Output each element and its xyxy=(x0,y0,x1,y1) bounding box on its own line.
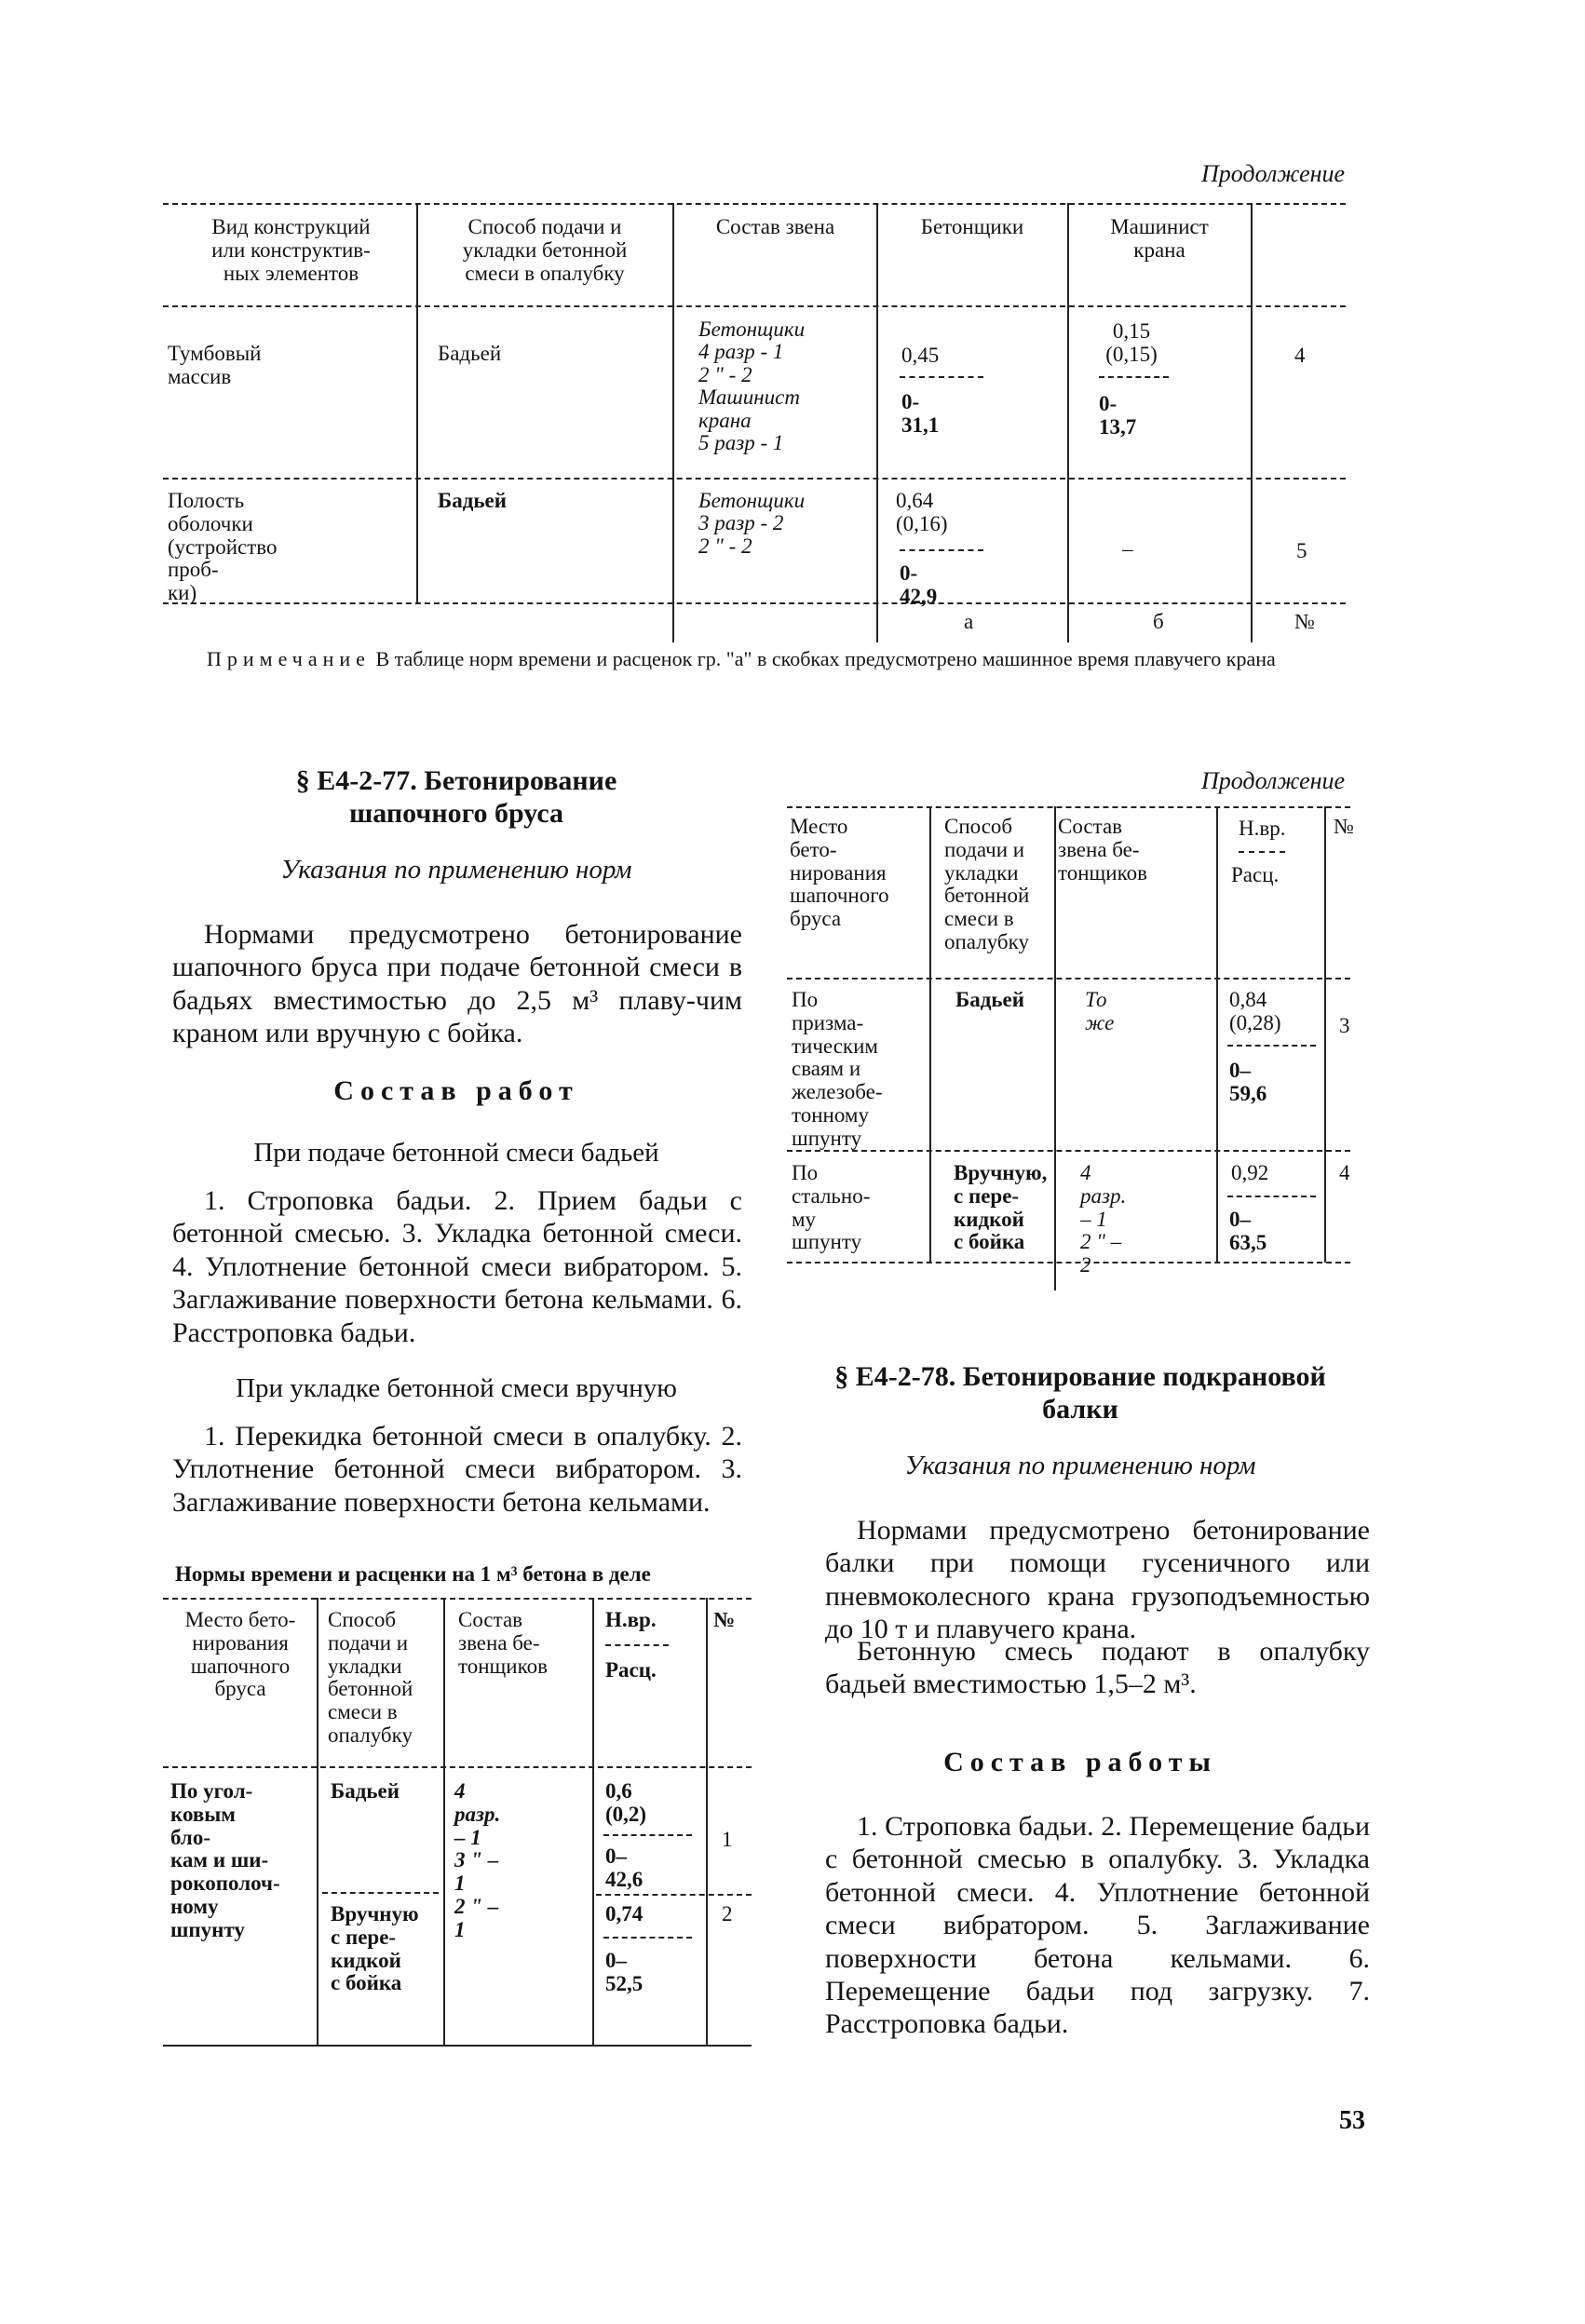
section78-para1: Нормами предусмотрено бетонирование балки при помощи гусеничного или пневмоколесного крана грузоподъемностью до 10 т и плавучего крана. xyxy=(825,1515,1370,1645)
table2-row2-method: Вручную с пере- кидкой с бойка xyxy=(331,1902,419,1995)
continuation-label-right: Продолжение xyxy=(1201,767,1346,794)
table1-row2-price-b: 0-42,9 xyxy=(900,561,938,608)
table3-row1-norm: 0,84 (0,28) xyxy=(1229,988,1281,1034)
section77-list1: 1. Строповка бадьи. 2. Прием бадьи с бетонной смесью. 3. Укладка бетонной смеси. 4. Уплотнение бетонной смеси вибратором. 5. Заглаживание поверхности бетона кельмами. 6. Расстроповка бадьи. xyxy=(172,1185,742,1348)
table1-header-crew: Состав звена xyxy=(715,215,835,238)
table3-header-price: Расц. xyxy=(1231,863,1280,886)
table1-row1-price-m: 0-13,7 xyxy=(1099,392,1137,439)
table3-row1-method: Бадьей xyxy=(955,988,1024,1011)
table2-row1-place: По угол- ковым бло- кам и ши- рокополоч- ному шпунту xyxy=(170,1779,280,1941)
table3-row2-method: Вручную, с пере- кидкой с бойка xyxy=(954,1161,1048,1254)
table1-header-method: Способ подачи и укладки бетонной смеси в опалубку xyxy=(462,215,628,285)
section77-list2: 1. Перекидка бетонной смеси в опалубку. 2. Уплотнение бетонной смеси вибратором. 3. Заглаживание поверхности бетона кельмами. xyxy=(172,1421,742,1518)
table1-row1-num: 4 xyxy=(1294,344,1306,367)
table1-header-type: Вид конструкций или конструктив- ных элементов xyxy=(211,215,371,285)
table1-footer-a: а xyxy=(964,610,974,633)
table3-header-num: № xyxy=(1334,815,1354,838)
section77-table-caption: Нормы времени и расценки на 1 м³ бетона в деле xyxy=(175,1562,651,1586)
section78-subtitle: Указания по применению норм xyxy=(904,1451,1256,1480)
table3-header-method: Способ подачи и укладки бетонной смеси в опалубку xyxy=(944,815,1030,954)
table1-footer-num: № xyxy=(1294,610,1315,633)
table2-row1-price: 0–42,6 xyxy=(605,1844,643,1891)
section78-para2: Бетонную смесь подают в опалубку бадьей вместимостью 1,5–2 м³. xyxy=(825,1636,1370,1700)
table1-row1-price-b: 0-31,1 xyxy=(901,390,940,437)
table1-footer-b: б xyxy=(1153,610,1164,633)
section77-subtitle: Указания по применению норм xyxy=(280,855,632,885)
table1-header-crane-operator: Машинист крана xyxy=(1110,215,1209,262)
section77-title: § Е4-2-77. Бетонирование шапочного бруса xyxy=(295,765,617,829)
table3-row1-num: 3 xyxy=(1339,1014,1350,1037)
table2-row2-num: 2 xyxy=(722,1902,733,1925)
continuation-label-top: Продолжение xyxy=(1201,160,1346,187)
table3-row1-crew: То же xyxy=(1085,988,1115,1034)
section78-composition-title: Состав работы xyxy=(943,1747,1217,1777)
table2-row1-norm: 0,6 (0,2) xyxy=(605,1779,647,1826)
table2-header-price: Расц. xyxy=(605,1658,657,1682)
table2-header-place: Место бето- нирования шапочного бруса xyxy=(184,1608,296,1701)
table1-header-concreters: Бетонщики xyxy=(920,215,1024,238)
table1-row2-norm-b: 0,64 (0,16) xyxy=(896,489,948,535)
section77-sub1: При подаче бетонной смеси бадьей xyxy=(253,1138,659,1168)
table2-row2-price: 0–52,5 xyxy=(605,1949,643,1995)
table1-row1-crew: Бетонщики 4 разр - 1 2 " - 2 Машинист крана 5 разр - 1 xyxy=(698,318,806,454)
table2-header-num: № xyxy=(713,1608,736,1631)
table3-header-place: Место бето- нирования шапочного бруса xyxy=(790,815,889,931)
section77-para: Нормами предусмотрено бетонирование шапочного бруса при подаче бетонной смеси в бадьях вместимостью до 2,5 м³ плаву-чим краном или вручную с бойка. xyxy=(172,919,742,1049)
table-note xyxy=(207,646,1352,672)
table1-row1-type: Тумбовый массив xyxy=(168,342,262,388)
table2-row1-crew: 4 разр. – 1 3 " – 1 2 " – 1 xyxy=(454,1779,501,1941)
table3-row2-crew: 4 разр. – 1 2 " – 2 xyxy=(1080,1161,1127,1277)
table1-row2-num: 5 xyxy=(1296,539,1307,562)
table2-row1-method: Бадьей xyxy=(331,1779,400,1803)
table3-row2-norm: 0,92 xyxy=(1231,1161,1269,1184)
table1-row1-norm-b: 0,45 xyxy=(901,344,940,367)
table1-row2-crew: Бетонщики 3 разр - 2 2 " - 2 xyxy=(698,489,806,558)
section78-list: 1. Строповка бадьи. 2. Перемещение бадьи с бетонной смесью в опалубку. 3. Укладка бетонной смеси. 4. Уплотнение бетонной смеси вибратором. 5. Заглаживание поверхности бетона кельмами. 6. Перемещение бадьи под загрузку. 7. Расстроповка бадьи. xyxy=(825,1811,1370,2040)
table3-row2-price: 0–63,5 xyxy=(1229,1208,1267,1254)
table3-row2-num: 4 xyxy=(1339,1161,1350,1184)
table2-header-method: Способ подачи и укладки бетонной смеси в опалубку xyxy=(328,1608,413,1748)
table3-row1-place: По призма- тическим сваям и железобе- тонному шпунту xyxy=(792,988,883,1150)
table3-header-crew: Состав звена бе- тонщиков xyxy=(1058,815,1147,885)
table1-row2-type: Полость оболочки (устройство проб- ки) xyxy=(168,489,278,605)
table2-header-crew: Состав звена бе- тонщиков xyxy=(458,1608,548,1678)
section78-title: § Е4-2-78. Бетонирование подкрановой балки xyxy=(834,1361,1326,1425)
table2-row1-num: 1 xyxy=(722,1828,733,1851)
table2-header-norm: Н.вр. xyxy=(605,1608,657,1631)
table2-row2-norm: 0,74 xyxy=(605,1902,643,1925)
section77-composition-title: Состав работ xyxy=(333,1075,579,1106)
note-label: Примечание xyxy=(207,647,371,670)
table3-row2-place: По стально- му шпунту xyxy=(792,1161,871,1254)
table1-row2-price-m: – xyxy=(1122,537,1133,561)
table3-row1-price: 0–59,6 xyxy=(1229,1059,1267,1105)
page-number: 53 xyxy=(1339,2106,1365,2135)
table1-row2-method: Бадьей xyxy=(438,489,507,512)
note-text: В таблице норм времени и расценок гр. "а" в скобках предусмотрено машинное время плавучего крана xyxy=(370,647,1276,670)
table1-row1-norm-m: 0,15 (0,15) xyxy=(1105,319,1158,366)
table1-row1-method: Бадьей xyxy=(438,342,502,365)
table3-header-norm: Н.вр. xyxy=(1239,817,1286,840)
section77-sub2: При укладке бетонной смеси вручную xyxy=(236,1373,677,1403)
